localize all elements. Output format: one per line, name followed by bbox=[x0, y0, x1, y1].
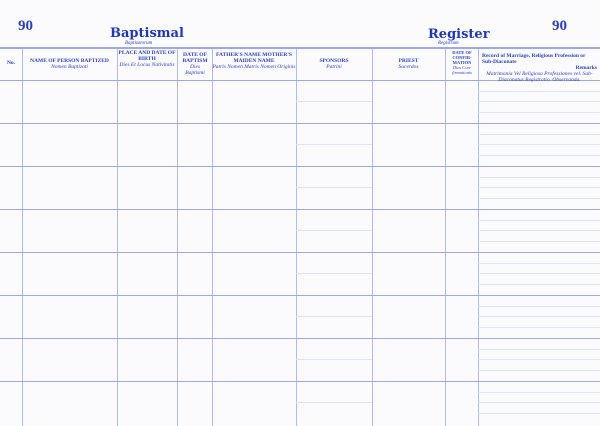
sponsor-subline bbox=[296, 316, 372, 317]
remarks-subline bbox=[478, 392, 600, 393]
header-priest: PRIEST Sacerdos bbox=[398, 58, 419, 70]
remarks-subline bbox=[478, 241, 600, 242]
header-top-rule bbox=[0, 47, 600, 49]
sponsor-subline bbox=[296, 273, 372, 274]
header-no: No. bbox=[6, 60, 16, 66]
header-baptism-date: DATE OF BAPTISM Dies Baptismi bbox=[182, 52, 208, 76]
row-divider bbox=[0, 123, 600, 124]
row-divider bbox=[0, 295, 600, 296]
header-parents: FATHER'S NAME MOTHER'S MAIDEN NAME Patris Nomen Matris Nomen Originis bbox=[212, 52, 296, 70]
column-divider bbox=[212, 47, 213, 426]
remarks-subline bbox=[478, 327, 600, 328]
sponsor-subline bbox=[296, 187, 372, 188]
title-left: Baptismal bbox=[110, 26, 184, 41]
sponsor-subline bbox=[296, 359, 372, 360]
column-divider bbox=[117, 47, 118, 426]
remarks-subline bbox=[478, 155, 600, 156]
remarks-subline bbox=[478, 359, 600, 360]
title-left-sub: Baptizatorum bbox=[125, 41, 153, 46]
remarks-subline bbox=[478, 187, 600, 188]
sponsor-subline bbox=[296, 402, 372, 403]
sponsor-subline bbox=[296, 144, 372, 145]
remarks-subline bbox=[478, 230, 600, 231]
remarks-subline bbox=[478, 316, 600, 317]
sponsor-subline bbox=[296, 101, 372, 102]
column-divider bbox=[445, 47, 446, 426]
column-divider bbox=[177, 47, 178, 426]
header-remarks: Record of Marriage, Religious Profession or Sub-Diaconate Remarks Matrimonia Vel Religiosa Professiones vel. Sub-Diaconatus Registratio. Observanda. bbox=[482, 53, 597, 83]
remarks-subline bbox=[478, 177, 600, 178]
remarks-subline bbox=[478, 101, 600, 102]
remarks-subline bbox=[478, 220, 600, 221]
remarks-subline bbox=[478, 112, 600, 113]
title-right-sub: Registrum bbox=[438, 41, 459, 46]
remarks-subline bbox=[478, 370, 600, 371]
remarks-subline bbox=[478, 402, 600, 403]
remarks-subline bbox=[478, 144, 600, 145]
remarks-subline bbox=[478, 306, 600, 307]
remarks-subline bbox=[478, 273, 600, 274]
remarks-subline bbox=[478, 349, 600, 350]
sponsor-subline bbox=[296, 230, 372, 231]
column-divider bbox=[22, 47, 23, 426]
column-divider bbox=[296, 47, 297, 426]
remarks-subline bbox=[478, 91, 600, 92]
column-divider bbox=[372, 47, 373, 426]
header-birth: PLACE AND DATE OF BIRTH Dies Et Locus Nativitatis bbox=[118, 50, 176, 68]
row-divider bbox=[0, 252, 600, 253]
page-number-left: 90 bbox=[18, 18, 33, 34]
row-divider bbox=[0, 381, 600, 382]
remarks-subline bbox=[478, 198, 600, 199]
page-number-right: 90 bbox=[552, 18, 567, 34]
title-right: Register bbox=[428, 27, 490, 42]
header-confirmation: DATE OF CONFIR-MATION Dies Con-firmationis bbox=[452, 50, 472, 75]
remarks-subline bbox=[478, 263, 600, 264]
row-divider bbox=[0, 338, 600, 339]
row-divider bbox=[0, 209, 600, 210]
remarks-subline bbox=[478, 134, 600, 135]
row-divider bbox=[0, 166, 600, 167]
header-sponsors: SPONSORS Patrini bbox=[319, 58, 349, 70]
header-name: NAME OF PERSON BAPTIZED Nomen Baptizati bbox=[30, 58, 109, 70]
remarks-subline bbox=[478, 413, 600, 414]
remarks-subline bbox=[478, 284, 600, 285]
